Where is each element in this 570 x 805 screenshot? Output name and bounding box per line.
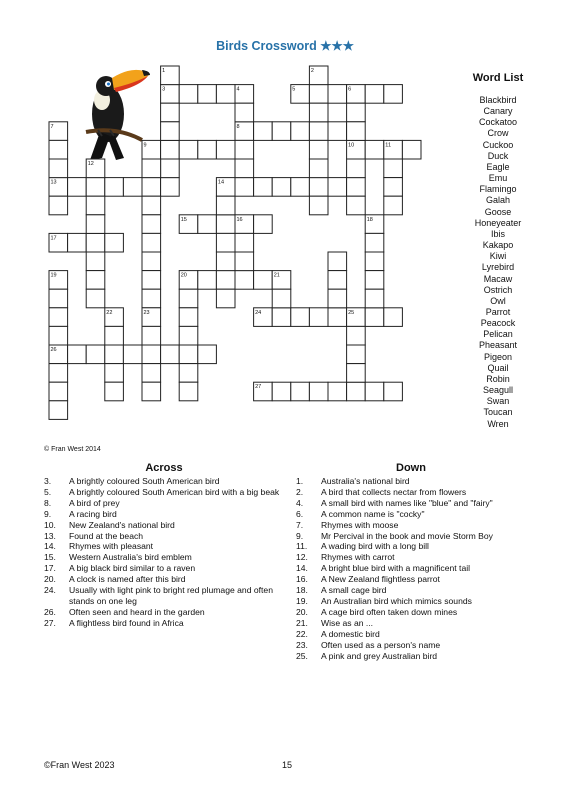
clue-number: 1. <box>296 476 304 486</box>
grid-clue-number: 14 <box>217 179 225 186</box>
across-clue <box>44 476 284 487</box>
grid-cell[interactable] <box>272 382 291 401</box>
across-clue <box>44 498 284 509</box>
grid-cell[interactable] <box>142 233 161 252</box>
clue-number: 15. <box>44 552 56 563</box>
clue-number: 19. <box>296 595 308 606</box>
grid-cell[interactable] <box>105 382 124 401</box>
clue-text: A clock is named after this bird <box>69 574 186 585</box>
grid-clue-number: 8 <box>236 123 240 130</box>
grid-cell[interactable] <box>179 308 198 327</box>
across-clue <box>44 509 284 520</box>
grid-cell[interactable] <box>142 196 161 215</box>
grid-clue-number: 17 <box>50 235 57 242</box>
grid-cell[interactable] <box>105 345 124 364</box>
grid-cell[interactable] <box>328 271 347 290</box>
word-list-item: Goose <box>484 206 512 217</box>
grid-cell[interactable] <box>161 345 180 364</box>
grid-clue-number: 27 <box>255 384 262 391</box>
word-list-item: Ostrich <box>483 284 513 295</box>
across-clues <box>44 476 284 629</box>
grid-clue-number: 24 <box>255 309 262 316</box>
grid-clue-number: 12 <box>87 161 94 167</box>
word-list-item: Cockatoo <box>478 117 518 128</box>
down-clue <box>296 651 528 662</box>
grid-cell[interactable] <box>216 140 235 159</box>
grid-cell[interactable] <box>384 159 403 178</box>
down-clue <box>296 574 528 585</box>
down-clue <box>296 629 528 640</box>
grid-cell[interactable] <box>402 140 421 159</box>
grid-cell[interactable] <box>142 345 161 364</box>
grid-clue-number: 21 <box>273 272 280 279</box>
grid-cell[interactable] <box>347 364 366 383</box>
grid-clue-number: 25 <box>348 309 355 316</box>
grid-cell[interactable] <box>68 233 87 252</box>
clue-number: 23. <box>296 639 308 650</box>
clue-number: 16. <box>296 574 308 585</box>
grid-cell[interactable] <box>198 215 217 234</box>
grid-cell[interactable] <box>105 326 124 345</box>
grid-cell[interactable] <box>142 215 161 234</box>
clue-text: Wise as an ... <box>321 617 374 628</box>
clue-text: A big black bird similar to a raven <box>69 563 196 574</box>
grid-cell[interactable] <box>216 85 235 104</box>
footer-copyright: ©Fran West 2023 <box>44 760 115 770</box>
grid-cell[interactable] <box>216 196 235 215</box>
clue-text: Usually with light pink to bright red plumage and often stands on one leg <box>69 585 273 606</box>
grid-cell[interactable] <box>49 382 68 401</box>
grid-cell[interactable] <box>309 196 328 215</box>
word-list-item: Owl <box>490 295 506 306</box>
across-heading: Across <box>145 462 183 474</box>
grid-cell[interactable] <box>272 308 291 327</box>
word-list-item: Robin <box>486 373 510 384</box>
grid-cell[interactable] <box>179 140 198 159</box>
grid-clue-number: 2 <box>310 68 314 74</box>
clue-text: A pink and grey Australian bird <box>321 650 438 661</box>
grid-cell[interactable] <box>309 382 328 401</box>
clue-text: A small cage bird <box>321 585 387 596</box>
grid-cell[interactable] <box>365 85 384 104</box>
grid-cell[interactable] <box>161 140 180 159</box>
grid-cell[interactable] <box>142 178 161 197</box>
grid-cell[interactable] <box>347 122 366 141</box>
across-clue <box>44 563 284 574</box>
grid-cell[interactable] <box>235 159 254 178</box>
grid-cell[interactable] <box>216 289 235 308</box>
grid-cell[interactable] <box>347 178 366 197</box>
word-list-item: Canary <box>483 106 513 117</box>
grid-cell[interactable] <box>86 215 105 234</box>
grid-cell[interactable] <box>198 271 217 290</box>
grid-clue-number: 22 <box>106 309 113 316</box>
clue-text: A small bird with names like "blue" and "fairy" <box>321 497 493 508</box>
across-clue <box>44 520 284 531</box>
across-clue <box>44 585 284 607</box>
across-clue <box>44 541 284 552</box>
grid-cell[interactable] <box>216 215 235 234</box>
clue-number: 22. <box>296 628 308 639</box>
grid-cells <box>49 66 421 419</box>
grid-cell[interactable] <box>179 364 198 383</box>
grid-cell[interactable] <box>272 289 291 308</box>
grid-cell[interactable] <box>309 85 328 104</box>
grid-cell[interactable] <box>198 345 217 364</box>
grid-cell[interactable] <box>347 326 366 345</box>
grid-cell[interactable] <box>347 382 366 401</box>
grid-cell[interactable] <box>291 122 310 141</box>
grid-clue-number: 11 <box>385 142 392 149</box>
grid-cell[interactable] <box>384 308 403 327</box>
grid-cell[interactable] <box>105 233 124 252</box>
clue-number: 12. <box>296 552 308 563</box>
grid-cell[interactable] <box>216 252 235 271</box>
word-list <box>462 95 534 430</box>
word-list-item: Ibis <box>490 228 505 239</box>
grid-cell[interactable] <box>254 122 273 141</box>
clue-number: 6. <box>296 508 304 519</box>
clue-number: 24. <box>44 585 56 596</box>
word-list-item: Toucan <box>483 407 513 418</box>
clue-number: 20. <box>296 606 308 617</box>
word-list-item: Pelican <box>483 329 513 340</box>
grid-cell[interactable] <box>328 289 347 308</box>
grid-cell[interactable] <box>68 178 87 197</box>
grid-cell[interactable] <box>309 159 328 178</box>
grid-cell[interactable] <box>142 271 161 290</box>
grid-cell[interactable] <box>291 178 310 197</box>
grid-cell[interactable] <box>365 289 384 308</box>
grid-cell[interactable] <box>235 233 254 252</box>
down-clue <box>296 509 528 520</box>
grid-cell[interactable] <box>235 178 254 197</box>
grid-cell[interactable] <box>384 85 403 104</box>
clue-number: 18. <box>296 585 308 596</box>
grid-cell[interactable] <box>86 178 105 197</box>
grid-cell[interactable] <box>254 178 273 197</box>
grid-cell[interactable] <box>86 233 105 252</box>
down-clue <box>296 520 528 531</box>
clue-number: 11. <box>296 541 308 552</box>
grid-cell[interactable] <box>347 196 366 215</box>
grid-cell[interactable] <box>365 140 384 159</box>
grid-cell[interactable] <box>235 140 254 159</box>
grid-cell[interactable] <box>347 345 366 364</box>
grid-cell[interactable] <box>161 103 180 122</box>
clue-text: Often used as a person's name <box>321 639 441 650</box>
grid-clue-number: 23 <box>143 309 150 316</box>
grid-clue-number: 7 <box>50 123 54 130</box>
grid-cell[interactable] <box>49 289 68 308</box>
clue-number: 7. <box>296 519 304 530</box>
clue-text: A flightless bird found in Africa <box>69 617 184 628</box>
down-clue <box>296 618 528 629</box>
clue-text: Australia's national bird <box>321 476 410 486</box>
grid-clue-number: 18 <box>366 216 373 223</box>
grid-clue-number: 19 <box>50 272 57 279</box>
grid-clue-number: 16 <box>236 216 243 223</box>
grid-cell[interactable] <box>49 401 68 420</box>
clue-number: 9. <box>44 508 52 519</box>
grid-cell[interactable] <box>328 122 347 141</box>
word-list-item: Duck <box>487 150 509 161</box>
grid-clue-number: 10 <box>348 142 355 149</box>
grid-cell[interactable] <box>365 252 384 271</box>
grid-cell[interactable] <box>161 178 180 197</box>
clue-number: 8. <box>44 497 52 508</box>
word-list-item: Quail <box>487 362 509 373</box>
down-clue <box>296 531 528 542</box>
grid-cell[interactable] <box>365 308 384 327</box>
clue-text: An Australian bird which mimics sounds <box>321 595 472 606</box>
grid-cell[interactable] <box>216 271 235 290</box>
down-clue <box>296 596 528 607</box>
grid-cell[interactable] <box>254 271 273 290</box>
across-clue <box>44 574 284 585</box>
grid-cell[interactable] <box>86 196 105 215</box>
clue-number: 27. <box>44 617 56 628</box>
grid-clue-number: 9 <box>143 142 147 149</box>
grid-cell[interactable] <box>49 308 68 327</box>
clue-number: 21. <box>296 617 308 628</box>
word-list-item: Emu <box>488 173 508 184</box>
word-list-item: Galah <box>485 195 511 206</box>
grid-cell[interactable] <box>123 178 142 197</box>
clue-number: 3. <box>44 476 52 486</box>
across-clue <box>44 618 284 629</box>
grid-cell[interactable] <box>86 289 105 308</box>
grid-cell[interactable] <box>365 233 384 252</box>
clue-number: 17. <box>44 563 56 574</box>
word-list-item: Macaw <box>483 273 513 284</box>
clue-text: A brightly coloured South American bird with a big beak <box>69 486 280 497</box>
clue-number: 14. <box>296 563 308 574</box>
grid-cell[interactable] <box>198 85 217 104</box>
grid-clue-number: 15 <box>180 216 187 223</box>
down-clue <box>296 607 528 618</box>
grid-cell[interactable] <box>384 382 403 401</box>
grid-cell[interactable] <box>291 308 310 327</box>
grid-cell[interactable] <box>86 252 105 271</box>
clue-text: A racing bird <box>69 508 117 519</box>
clue-text: Found at the beach <box>69 530 144 541</box>
grid-cell[interactable] <box>272 122 291 141</box>
grid-clue-number: 3 <box>162 86 166 93</box>
clue-text: A bird that collects nectar from flowers <box>321 486 467 497</box>
grid-cell[interactable] <box>49 196 68 215</box>
grid-cell[interactable] <box>309 178 328 197</box>
grid-cell[interactable] <box>86 271 105 290</box>
word-list-item: Pheasant <box>478 340 518 351</box>
clue-text: Rhymes with carrot <box>321 552 395 563</box>
grid-cell[interactable] <box>49 159 68 178</box>
grid-cell[interactable] <box>291 382 310 401</box>
word-list-item: Flamingo <box>479 184 517 195</box>
clue-number: 4. <box>296 497 304 508</box>
word-list-item: Honeyeater <box>474 217 522 228</box>
word-list-item: Peacock <box>480 318 516 329</box>
grid-cell[interactable] <box>347 103 366 122</box>
word-list-title: Word List <box>472 72 524 84</box>
grid-clue-number: 5 <box>292 86 296 93</box>
grid-cell[interactable] <box>86 345 105 364</box>
grid-cell[interactable] <box>328 252 347 271</box>
clue-text: A wading bird with a long bill <box>321 541 429 552</box>
across-clue <box>44 487 284 498</box>
grid-clue-number: 13 <box>50 179 57 186</box>
word-list-item: Pigeon <box>483 351 513 362</box>
clue-text: New Zealand's national bird <box>69 519 175 530</box>
clue-text: A brightly coloured South American bird <box>69 476 220 486</box>
word-list-item: Parrot <box>485 306 511 317</box>
grid-cell[interactable] <box>365 271 384 290</box>
grid-cell[interactable] <box>105 364 124 383</box>
grid-cell[interactable] <box>235 103 254 122</box>
grid-cell[interactable] <box>309 308 328 327</box>
grid-cell[interactable] <box>384 178 403 197</box>
grid-cell[interactable] <box>142 289 161 308</box>
down-clue <box>296 487 528 498</box>
clue-text: Mr Percival in the book and movie Storm Boy <box>321 530 493 541</box>
grid-cell[interactable] <box>198 140 217 159</box>
grid-cell[interactable] <box>235 271 254 290</box>
clue-text: A domestic bird <box>321 628 380 639</box>
down-clue <box>296 498 528 509</box>
grid-cell[interactable] <box>179 382 198 401</box>
clue-number: 20. <box>44 574 56 585</box>
clue-text: A New Zealand flightless parrot <box>321 574 440 585</box>
down-heading: Down <box>396 462 426 474</box>
grid-cell[interactable] <box>235 252 254 271</box>
grid-cell[interactable] <box>272 178 291 197</box>
grid-cell[interactable] <box>347 159 366 178</box>
down-clue <box>296 552 528 563</box>
grid-clue-number: 20 <box>180 272 187 279</box>
clue-number: 10. <box>44 519 56 530</box>
grid-cell[interactable] <box>142 159 161 178</box>
clue-text: A bright blue bird with a magnificent tail <box>321 563 471 574</box>
grid-cell[interactable] <box>142 252 161 271</box>
difficulty-stars: ★★★ <box>320 39 354 53</box>
grid-clue-number: 26 <box>50 347 57 353</box>
across-clue <box>44 607 284 618</box>
across-clue <box>44 531 284 542</box>
grid-cell[interactable] <box>328 382 347 401</box>
grid-cell[interactable] <box>179 326 198 345</box>
grid-cell[interactable] <box>254 215 273 234</box>
word-list-item: Wren <box>487 418 509 429</box>
down-clue <box>296 541 528 552</box>
word-list-item: Eagle <box>486 161 510 172</box>
grid-clue-number: 6 <box>348 86 352 93</box>
clue-number: 13. <box>44 530 56 541</box>
grid-cell[interactable] <box>309 140 328 159</box>
grid-clue-number: 1 <box>162 68 166 74</box>
grid-cell[interactable] <box>142 382 161 401</box>
grid-cell[interactable] <box>179 289 198 308</box>
clue-number: 25. <box>296 650 308 661</box>
grid-copyright: © Fran West 2014 <box>44 446 101 453</box>
across-clue <box>44 552 284 563</box>
grid-cell[interactable] <box>365 382 384 401</box>
word-list-item: Lyrebird <box>481 262 515 273</box>
grid-cell[interactable] <box>49 140 68 159</box>
word-list-item: Seagull <box>482 385 514 396</box>
grid-cell[interactable] <box>309 103 328 122</box>
clue-number: 26. <box>44 606 56 617</box>
grid-cell[interactable] <box>49 364 68 383</box>
grid-cell[interactable] <box>328 85 347 104</box>
word-list-item: Swan <box>486 396 510 407</box>
grid-cell[interactable] <box>179 85 198 104</box>
grid-cell[interactable] <box>142 326 161 345</box>
grid-cell[interactable] <box>68 345 87 364</box>
clue-number: 9. <box>296 530 304 541</box>
down-clue <box>296 640 528 651</box>
clue-text: A bird of prey <box>69 497 120 508</box>
word-list-item: Crow <box>487 128 509 139</box>
clue-number: 5. <box>44 486 52 497</box>
clue-text: A common name is "cocky" <box>321 508 425 519</box>
title-text: Birds Crossword <box>216 39 317 53</box>
grid-cell[interactable] <box>161 159 180 178</box>
word-list-item: Blackbird <box>479 95 517 105</box>
grid-clue-number: 4 <box>236 86 240 93</box>
grid-cell[interactable] <box>161 122 180 141</box>
clue-text: Often seen and heard in the garden <box>69 606 205 617</box>
clue-number: 2. <box>296 486 304 497</box>
grid-cell[interactable] <box>179 345 198 364</box>
clue-text: Rhymes with pleasant <box>69 541 154 552</box>
grid-cell[interactable] <box>142 364 161 383</box>
down-clue <box>296 585 528 596</box>
clue-text: A cage bird often taken down mines <box>321 606 458 617</box>
grid-cell[interactable] <box>384 196 403 215</box>
clue-text: Rhymes with moose <box>321 519 399 530</box>
down-clue <box>296 476 528 487</box>
grid-cell[interactable] <box>328 178 347 197</box>
word-list-item: Kiwi <box>489 251 507 262</box>
down-clue <box>296 563 528 574</box>
word-list-item: Kakapo <box>482 240 514 251</box>
grid-cell[interactable] <box>49 326 68 345</box>
grid-cell[interactable] <box>123 345 142 364</box>
page-number: 15 <box>282 760 293 770</box>
grid-cell[interactable] <box>309 122 328 141</box>
clue-number: 14. <box>44 541 56 552</box>
grid-cell[interactable] <box>216 233 235 252</box>
down-clues <box>296 476 528 661</box>
grid-cell[interactable] <box>105 178 124 197</box>
word-list-item: Cuckoo <box>482 139 514 150</box>
clue-text: Western Australia's bird emblem <box>69 552 192 563</box>
grid-cell[interactable] <box>328 308 347 327</box>
